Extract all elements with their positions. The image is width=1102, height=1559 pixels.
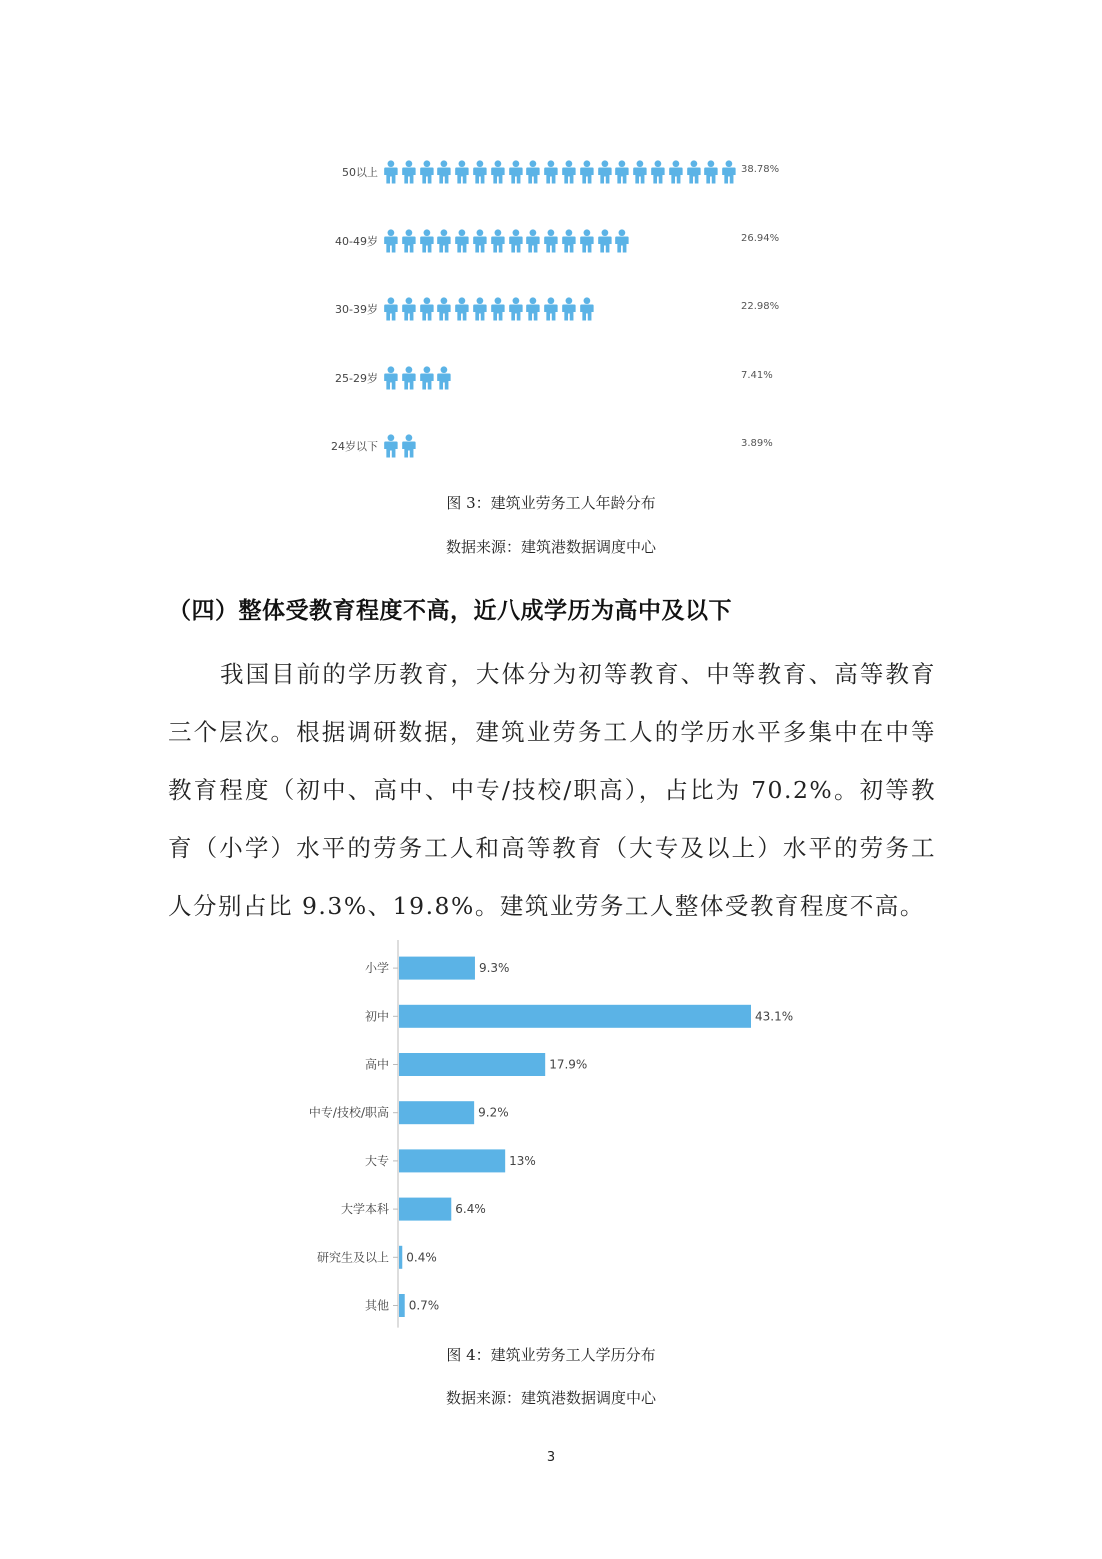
bar-value-label: 13% (509, 1153, 536, 1168)
person-icon (720, 160, 738, 184)
age-row (300, 366, 820, 390)
age-row-value: 38.78% (741, 164, 780, 175)
category-label: 小学 (364, 961, 389, 976)
bar-value-label: 17.9% (549, 1057, 588, 1072)
bar-value-label: 43.1% (755, 1009, 794, 1024)
bar-value-label: 0.7% (408, 1298, 440, 1313)
person-icon (453, 229, 471, 253)
person-icon (418, 160, 436, 184)
person-icon (400, 434, 418, 458)
person-icon (471, 229, 489, 253)
person-icon (560, 160, 578, 184)
bar-value-label: 0.4% (406, 1250, 437, 1265)
bar-value-label: 6.4% (455, 1202, 486, 1217)
age-row-icons (382, 297, 596, 321)
age-row (300, 297, 820, 321)
person-icon (542, 229, 560, 253)
age-row-label: 24岁以下 (331, 440, 378, 453)
age-row-icons (382, 366, 453, 390)
age-distribution-pictograph (300, 148, 820, 468)
section-heading: （四）整体受教育程度不高，近八成学历为高中及以下 (168, 598, 732, 624)
person-icon (418, 297, 436, 321)
person-icon (507, 229, 525, 253)
person-icon (489, 160, 507, 184)
bar (399, 1101, 474, 1124)
age-row-label: 50以上 (342, 166, 378, 179)
age-row-icons (382, 434, 418, 458)
bar (399, 1246, 402, 1269)
education-bar-chart-svg (280, 940, 840, 1330)
body-paragraph: 我国目前的学历教育，大体分为初等教育、中等教育、高等教育三个层次。根据调研数据，建筑业劳务工人的学历水平多集中在中等教育程度（初中、高中、中专/技校/职高），占比为 70.2%。初等教育（小学）水平的劳务工人和高等教育（大专及以上）水平的劳务工人分别占比 9.3%、19.8%。建筑业劳务工人整体受教育程度不高。 (168, 660, 936, 920)
age-row-value: 7.41% (741, 369, 773, 381)
age-row-icons (382, 229, 631, 253)
bar (399, 1053, 545, 1076)
person-icon (649, 160, 667, 184)
person-icon (435, 229, 453, 253)
age-row-icons (382, 160, 738, 184)
person-icon (382, 434, 400, 458)
person-icon (418, 229, 436, 253)
category-label: 大学本科 (340, 1202, 389, 1217)
category-label: 中专/技校/职高 (308, 1105, 389, 1120)
age-row (300, 160, 820, 184)
figure3-source: 数据来源：建筑港数据调度中心 (445, 538, 656, 556)
person-icon (613, 160, 631, 184)
person-icon (560, 297, 578, 321)
person-icon (560, 229, 578, 253)
person-icon (596, 229, 614, 253)
person-icon (435, 366, 453, 390)
person-icon (382, 297, 400, 321)
person-icon (489, 229, 507, 253)
person-icon (435, 297, 453, 321)
page-number: 3 (546, 1450, 556, 1465)
category-label: 大专 (364, 1153, 389, 1168)
person-icon (631, 160, 649, 184)
bar (399, 1294, 405, 1317)
education-bar-chart (280, 940, 840, 1330)
person-icon (507, 160, 525, 184)
person-icon (542, 297, 560, 321)
person-icon (596, 160, 614, 184)
person-icon (667, 160, 685, 184)
person-icon (418, 366, 436, 390)
person-icon (382, 229, 400, 253)
bar-value-label: 9.3% (478, 961, 510, 976)
category-label: 研究生及以上 (316, 1250, 389, 1265)
person-icon (471, 297, 489, 321)
age-row (300, 434, 820, 458)
figure4-source: 数据来源：建筑港数据调度中心 (445, 1389, 656, 1407)
figure3-caption: 图 3：建筑业劳务工人年龄分布 (446, 494, 656, 512)
bar (399, 957, 475, 980)
person-icon (702, 160, 720, 184)
age-row-label: 25-29岁 (335, 371, 378, 385)
person-icon (400, 160, 418, 184)
person-icon (524, 297, 542, 321)
bar (399, 1198, 451, 1221)
age-row-label: 40-49岁 (335, 234, 378, 248)
bar (399, 1149, 505, 1172)
figure4-caption: 图 4：建筑业劳务工人学历分布 (446, 1346, 656, 1364)
person-icon (578, 297, 596, 321)
person-icon (382, 160, 400, 184)
person-icon (524, 229, 542, 253)
person-icon (453, 297, 471, 321)
age-row-label: 30-39岁 (335, 303, 378, 316)
person-icon (453, 160, 471, 184)
category-label: 初中 (364, 1009, 389, 1024)
person-icon (613, 229, 631, 253)
person-icon (471, 160, 489, 184)
person-icon (507, 297, 525, 321)
person-icon (489, 297, 507, 321)
bar-value-label: 9.2% (478, 1105, 509, 1120)
person-icon (400, 229, 418, 253)
age-row-value: 22.98% (741, 301, 780, 312)
category-label: 高中 (364, 1057, 389, 1072)
person-icon (578, 160, 596, 184)
person-icon (382, 366, 400, 390)
person-icon (524, 160, 542, 184)
person-icon (435, 160, 453, 184)
category-label: 其他 (364, 1298, 389, 1313)
person-icon (542, 160, 560, 184)
person-icon (685, 160, 703, 184)
age-row (300, 229, 820, 253)
bar (399, 1005, 751, 1028)
person-icon (578, 229, 596, 253)
person-icon (400, 366, 418, 390)
person-icon (400, 297, 418, 321)
age-row-value: 26.94% (741, 232, 780, 244)
age-row-value: 3.89% (741, 438, 773, 449)
